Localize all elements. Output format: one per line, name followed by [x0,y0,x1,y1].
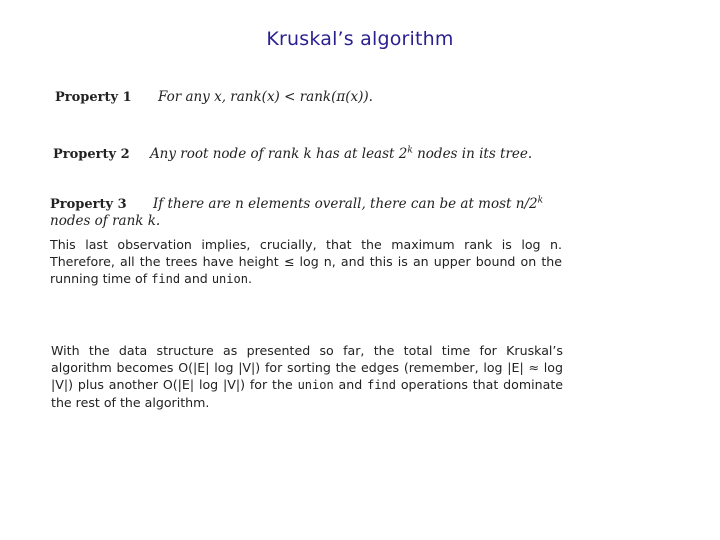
paragraph-2-mid: and [333,377,368,392]
paragraph-1-mid: and [180,271,212,286]
property-3-sup: k [537,195,544,206]
paragraph-1-end: . [247,271,252,286]
paragraph-2-end: operations that dominate the rest of the algorithm. [51,377,564,410]
property-2-text-before: Any root node of rank k has at least 2 [149,146,408,162]
paragraph-max-rank [50,236,562,288]
property-2-label: Property 2 [53,147,130,162]
property-3-text-after: nodes of rank k. [50,213,161,229]
property-1 [55,89,565,106]
property-2 [53,146,563,163]
paragraph-1-text: This last observation implies, crucially, that the maximum rank is log n. Therefore, all the trees have height ≤ log n, and this is an upper bound on the running time of [50,237,562,286]
property-1-text: For any x, rank(x) < rank(π(x)). [157,89,373,105]
property-3 [50,196,560,229]
code-union: union [211,272,248,286]
property-1-label: Property 1 [55,90,132,105]
code-find: find [151,272,181,286]
slide-title: Kruskal’s algorithm [266,28,454,50]
paragraph-total-time [51,342,563,411]
paragraph-2-text: With the data structure as presented so far, the total time for Kruskal’s algorithm becomes O(|E| log |V|) for sorting the edges (remember, log |E| ≈ log |V|) plus another O(|E| log |V|) for the [51,343,563,392]
property-3-label: Property 3 [50,197,127,212]
property-2-text [150,146,532,162]
code-union: union [297,378,334,392]
property-3-text-before: If there are n elements overall, there can be at most n/2 [152,196,538,212]
code-find: find [367,378,396,392]
property-2-text-after: nodes in its tree. [412,146,533,162]
property-2-sup: k [407,145,413,156]
